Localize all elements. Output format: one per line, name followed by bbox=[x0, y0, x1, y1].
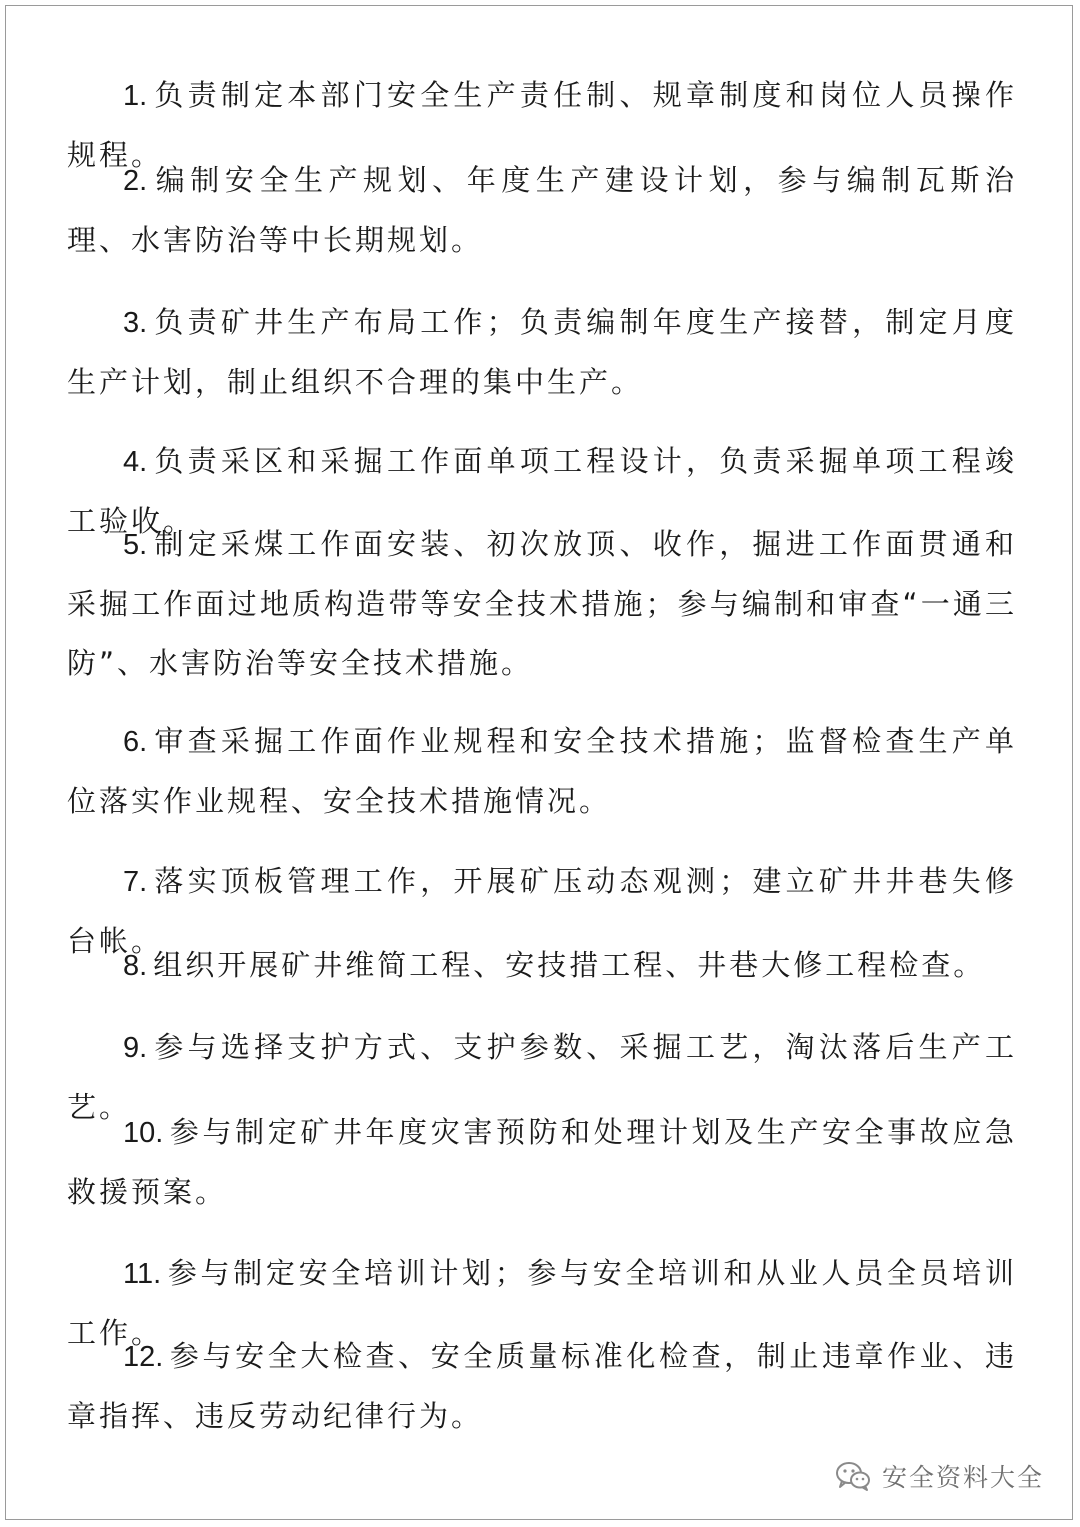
list-item bbox=[67, 515, 1017, 693]
list-item bbox=[67, 1103, 1017, 1222]
list-item bbox=[67, 936, 1017, 996]
item-number: 12. bbox=[123, 1341, 164, 1373]
item-number: 9. bbox=[123, 1032, 148, 1064]
item-number: 10. bbox=[123, 1117, 164, 1149]
item-text: 参与安全大检查、安全质量标准化检查，制止违章作业、违章指挥、违反劳动纪律行为。 bbox=[67, 1339, 1017, 1433]
item-text: 组织开展矿井维简工程、安技措工程、井巷大修工程检查。 bbox=[153, 948, 986, 982]
item-text: 参与制定矿井年度灾害预防和处理计划及生产安全事故应急救援预案。 bbox=[67, 1115, 1017, 1209]
item-text: 负责制定本部门安全生产责任制、规章制度和岗位人员操作规程。 bbox=[67, 78, 1017, 172]
item-text: 参与选择支护方式、支护参数、采掘工艺，淘汰落后生产工艺。 bbox=[67, 1030, 1017, 1124]
item-text: 审查采掘工作面作业规程和安全技术措施；监督检查生产单位落实作业规程、安全技术措施情况。 bbox=[67, 724, 1017, 818]
item-text: 参与制定安全培训计划；参与安全培训和从业人员全员培训工作。 bbox=[67, 1256, 1017, 1350]
item-number: 8. bbox=[123, 950, 148, 982]
item-number: 5. bbox=[123, 529, 148, 561]
item-text: 负责采区和采掘工作面单项工程设计，负责采掘单项工程竣工验收。 bbox=[67, 444, 1017, 538]
item-number: 7. bbox=[123, 866, 148, 898]
item-number: 3. bbox=[123, 307, 148, 339]
item-text: 制定采煤工作面安装、初次放顶、收作，掘进工作面贯通和采掘工作面过地质构造带等安全技术措施；参与编制和审查“一通三防”、水害防治等安全技术措施。 bbox=[67, 527, 1017, 680]
item-number: 6. bbox=[123, 726, 148, 758]
item-text: 负责矿井生产布局工作；负责编制年度生产接替，制定月度生产计划，制止组织不合理的集中生产。 bbox=[67, 305, 1017, 399]
list-item bbox=[67, 712, 1017, 831]
list-item bbox=[67, 293, 1017, 412]
item-number: 11. bbox=[123, 1258, 162, 1290]
item-number: 1. bbox=[123, 80, 148, 112]
item-text: 落实顶板管理工作，开展矿压动态观测；建立矿井井巷失修台帐。 bbox=[67, 864, 1017, 958]
watermark bbox=[834, 1456, 1044, 1496]
list-item bbox=[67, 151, 1017, 270]
item-text: 编制安全生产规划、年度生产建设计划，参与编制瓦斯治理、水害防治等中长期规划。 bbox=[67, 163, 1017, 257]
list-item bbox=[67, 1327, 1017, 1446]
wechat-icon bbox=[834, 1459, 872, 1493]
item-number: 2. bbox=[123, 165, 148, 197]
watermark-text: 安全资料大全 bbox=[881, 1463, 1044, 1492]
item-number: 4. bbox=[123, 446, 148, 478]
